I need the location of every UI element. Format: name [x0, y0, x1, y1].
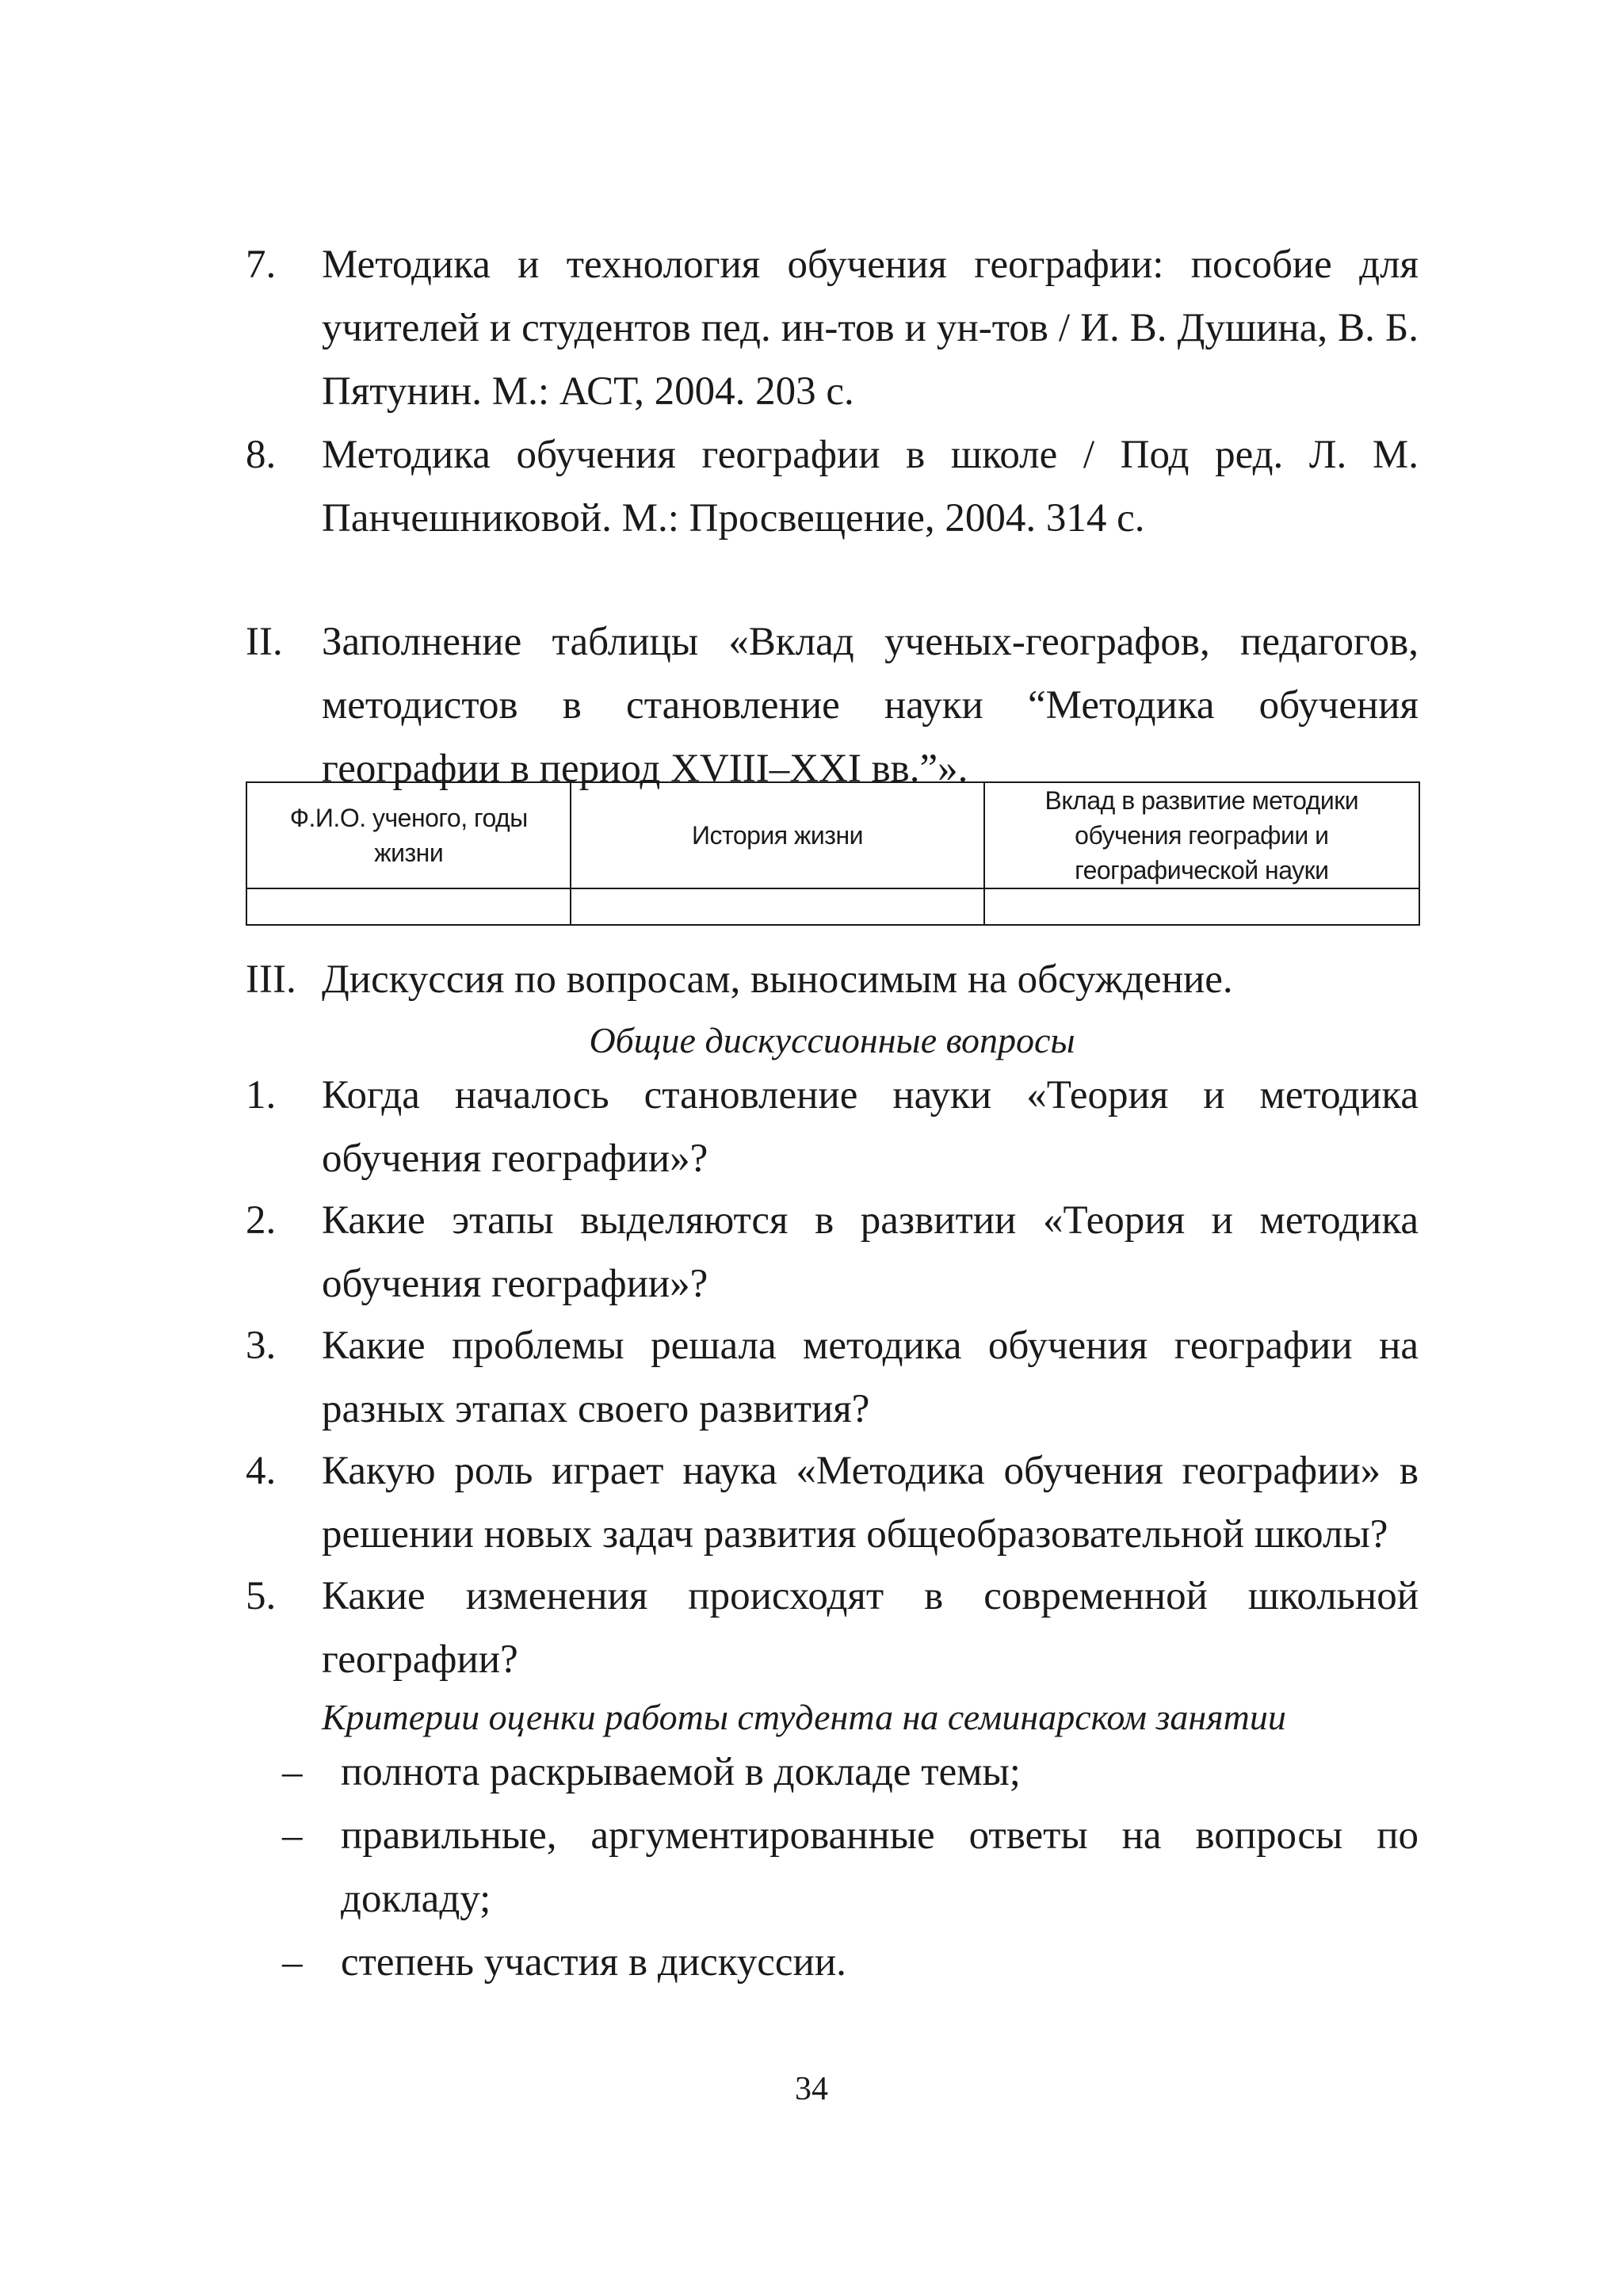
table-cell: [984, 888, 1419, 925]
question-item: [246, 1314, 1419, 1441]
criteria-title: Критерии оценки работы студента на семинарском занятии: [322, 1697, 1286, 1737]
criteria-item: [246, 1804, 1419, 1931]
question-number: 5.: [246, 1574, 277, 1618]
reference-number: 7.: [246, 243, 277, 287]
question-item: [246, 1439, 1419, 1566]
contribution-table: [246, 781, 1420, 926]
table-cell: [571, 888, 983, 925]
table-row: [246, 888, 1419, 925]
criteria-item: [246, 1740, 1419, 1804]
column-header-contribution: Вклад в развитие методики обучения географии и географической науки: [984, 782, 1419, 888]
question-text: Какие проблемы решала методика обучения географии на разных этапах своего развития?: [322, 1324, 1419, 1431]
column-header-name: Ф.И.О. ученого, годы жизни: [246, 782, 571, 888]
section-two: [246, 610, 1419, 800]
question-text: Какие этапы выделяются в развитии «Теория и методика обучения географии»?: [322, 1198, 1419, 1306]
reference-item: [246, 423, 1419, 550]
criteria-item: [246, 1931, 1419, 1994]
column-header-biography: История жизни: [571, 782, 983, 888]
reference-text: Методика и технология обучения географии: пособие для учителей и студентов пед. ин-тов и ун-тов / И. В. Душина, В. Б. Пятунин. М.: АСТ, 2004. 203 с.: [322, 243, 1419, 414]
section-number: III.: [246, 957, 296, 1002]
criteria-text: степень участия в дискуссии.: [341, 1940, 846, 1985]
discussion-subtitle: Общие дискуссионные вопросы: [589, 1020, 1075, 1060]
question-number: 1.: [246, 1073, 277, 1117]
criteria-text: правильные, аргументированные ответы на вопросы по докладу;: [341, 1813, 1419, 1921]
question-number: 4.: [246, 1449, 277, 1493]
question-item: [246, 1189, 1419, 1316]
table-header-row: [246, 782, 1419, 888]
question-text: Какую роль играет наука «Методика обучения географии» в решении новых задач развития общеобразовательной школы?: [322, 1449, 1419, 1557]
reference-item: [246, 233, 1419, 423]
dash-bullet: –: [282, 1940, 303, 1985]
dash-bullet: –: [282, 1813, 303, 1858]
section-number: II.: [246, 620, 283, 664]
table-cell: [246, 888, 571, 925]
criteria-text: полнота раскрываемой в докладе темы;: [341, 1750, 1021, 1794]
section-three: [246, 948, 1419, 1011]
section-text: Дискуссия по вопросам, выносимым на обсуждение.: [322, 957, 1233, 1002]
reference-text: Методика обучения географии в школе / Под ред. Л. М. Панчешниковой. М.: Просвещение, 2004. 314 с.: [322, 433, 1419, 541]
dash-bullet: –: [282, 1750, 303, 1794]
section-text: Заполнение таблицы «Вклад ученых-географов, педагогов, методистов в становление науки “Методика обучения географии в период XVIII–XXI вв.”».: [322, 620, 1419, 791]
reference-number: 8.: [246, 433, 277, 477]
question-item: [246, 1064, 1419, 1190]
question-text: Когда началось становление науки «Теория и методика обучения географии»?: [322, 1073, 1419, 1181]
question-number: 2.: [246, 1198, 277, 1243]
question-text: Какие изменения происходят в современной школьной географии?: [322, 1574, 1419, 1682]
page-number: 34: [795, 2071, 828, 2107]
question-number: 3.: [246, 1324, 277, 1368]
question-item: [246, 1564, 1419, 1691]
